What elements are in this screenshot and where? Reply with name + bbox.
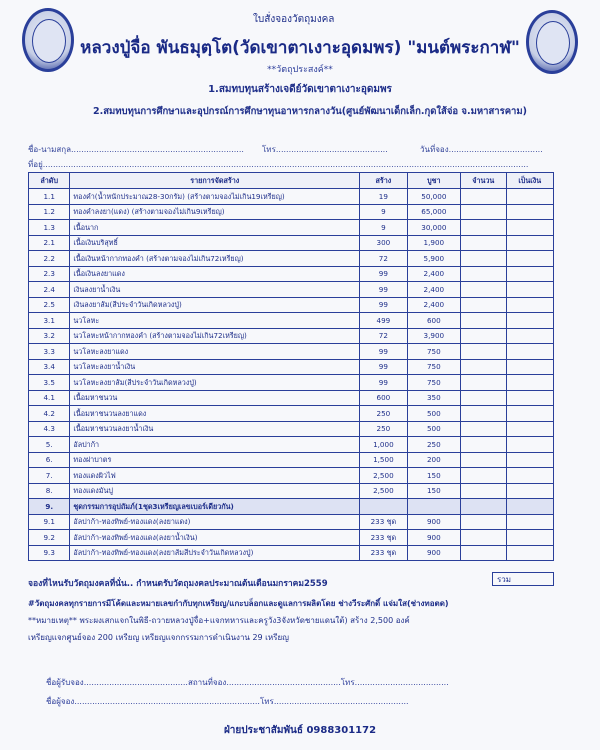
row-item: ทองฝาบาตร [70, 452, 360, 468]
row-amount[interactable] [461, 220, 506, 236]
row-no: 5. [29, 437, 70, 453]
row-total[interactable] [506, 390, 554, 406]
table-row [29, 406, 554, 422]
table-row [29, 328, 554, 344]
row-amount[interactable] [461, 266, 506, 282]
row-price: 600 [407, 313, 461, 329]
receiver-line[interactable]: ชื่อผู้รับจอง.........................................สถานที่จอง.............................................โทร..................................... [46, 678, 449, 687]
row-no: 9.1 [29, 514, 70, 530]
row-amount[interactable] [461, 344, 506, 360]
row-item: นวโลหะลงยาน้ำเงิน [70, 359, 360, 375]
row-no: 1.1 [29, 189, 70, 205]
row-item: นวโลหะหน้ากากทองคำ (สร้างตามจองไม่เกิน72เหรียญ) [70, 328, 360, 344]
row-item: เนื้อเงินบริสุทธิ์ [70, 235, 360, 251]
form-title: ใบสั่งจองวัตถุมงคล [253, 14, 335, 25]
row-item: นวโลหะ [70, 313, 360, 329]
row-price: 150 [407, 483, 461, 499]
row-price: 5,900 [407, 251, 461, 267]
col-header-amount: จำนวน [461, 173, 506, 189]
row-amount[interactable] [461, 390, 506, 406]
row-no: 9.3 [29, 545, 70, 561]
row-total[interactable] [506, 328, 554, 344]
row-total[interactable] [506, 220, 554, 236]
row-qty: 99 [360, 344, 407, 360]
row-total[interactable] [506, 499, 554, 515]
table-header-row [29, 173, 554, 189]
row-total[interactable] [506, 514, 554, 530]
row-qty [360, 499, 407, 515]
row-no: 4.2 [29, 406, 70, 422]
row-no: 7. [29, 468, 70, 484]
row-price: 1,900 [407, 235, 461, 251]
row-item: อัลปาก้า-ทองทิพย์-ทองแดง(ลงยาแดง) [70, 514, 360, 530]
row-price: 900 [407, 514, 461, 530]
row-qty: 99 [360, 282, 407, 298]
col-header-qty: สร้าง [360, 173, 407, 189]
row-price: 2,400 [407, 297, 461, 313]
remark-note: **หมายเหตุ** พระผงเสกแจกในพิธี-ถวายหลวงปู่จื่อ+แจกทหารและครูวัง3จังหวัดชายแดนใต้) สร้าง 2,500 องค์ [28, 616, 410, 625]
row-item: ทองแดงมันปู [70, 483, 360, 499]
row-item: เงินลงยาส้ม(สีประจำวันเกิดหลวงปู่) [70, 297, 360, 313]
row-price: 750 [407, 344, 461, 360]
address-field[interactable]: ที่อยู่............................................................................................................................................................................................... [28, 160, 529, 169]
table-row [29, 220, 554, 236]
row-qty: 72 [360, 328, 407, 344]
row-no: 2.3 [29, 266, 70, 282]
col-header-item: รายการจัดสร้าง [70, 173, 360, 189]
row-item: อัลปาก้า [70, 437, 360, 453]
row-price: 750 [407, 375, 461, 391]
row-qty: 9 [360, 220, 407, 236]
table-row [29, 390, 554, 406]
table-row [29, 514, 554, 530]
row-no: 2.1 [29, 235, 70, 251]
row-total[interactable] [506, 437, 554, 453]
sum-label: รวม [497, 575, 512, 584]
row-qty: 233 ชุด [360, 545, 407, 561]
row-amount[interactable] [461, 328, 506, 344]
row-price: 65,000 [407, 204, 461, 220]
pickup-note: จองที่ไหนรับวัตถุมงคลที่นั่น.. กำหนดรับวัตถุมงคลประมาณต้นเดือนมกราคม2559 [28, 579, 328, 589]
row-qty: 99 [360, 359, 407, 375]
row-no: 4.3 [29, 421, 70, 437]
row-amount[interactable] [461, 406, 506, 422]
row-amount[interactable] [461, 545, 506, 561]
table-row [29, 189, 554, 205]
row-price: 500 [407, 406, 461, 422]
table-row [29, 452, 554, 468]
row-total[interactable] [506, 468, 554, 484]
row-item: ชุดกรรมการอุปถัมภ์(1ชุด3เหรียญเลขเบอร์เดียวกัน) [70, 499, 360, 515]
row-amount[interactable] [461, 204, 506, 220]
row-price [407, 499, 461, 515]
objective-1: 1.สมทบทุนสร้างเจดีย์วัดเขาตาเงาะอุดมพร [208, 84, 392, 95]
contact-info: ฝ่ายประชาสัมพันธ์ 0988301172 [223, 725, 377, 736]
row-price: 200 [407, 452, 461, 468]
row-price: 2,400 [407, 282, 461, 298]
row-total[interactable] [506, 452, 554, 468]
row-no: 6. [29, 452, 70, 468]
tel-field[interactable]: โทร............................................ [262, 145, 388, 154]
table-row [29, 468, 554, 484]
row-total[interactable] [506, 189, 554, 205]
production-note: #วัตถุมงคลทุกรายการมีโค้ดและหมายเลขกำกับทุกเหรียญ/แกะบล็อกและดูแลการผลิตโดย ช่างวีระศักดิ์ แจ่มใส(ช่างทอตด) [28, 599, 449, 608]
row-item: เนื้อนาก [70, 220, 360, 236]
date-field[interactable]: วันที่จอง..................................... [420, 145, 543, 154]
table-row [29, 483, 554, 499]
row-qty: 1,000 [360, 437, 407, 453]
row-total[interactable] [506, 251, 554, 267]
row-total[interactable] [506, 421, 554, 437]
row-item: นวโลหะลงยาแดง [70, 344, 360, 360]
row-amount[interactable] [461, 375, 506, 391]
row-total[interactable] [506, 359, 554, 375]
row-amount[interactable] [461, 452, 506, 468]
row-no: 3.3 [29, 344, 70, 360]
row-item: ทองแดงผิวไฟ [70, 468, 360, 484]
order-table [28, 172, 554, 561]
row-amount[interactable] [461, 514, 506, 530]
row-price: 3,900 [407, 328, 461, 344]
row-price: 900 [407, 545, 461, 561]
row-no: 4.1 [29, 390, 70, 406]
row-amount[interactable] [461, 297, 506, 313]
row-item: เนื้อมหาชนวน [70, 390, 360, 406]
table-row [29, 235, 554, 251]
row-item: เนื้อเงินลงยาแดง [70, 266, 360, 282]
main-title: หลวงปู่จื่อ พันธมุตฺโต(วัดเขาตาเงาะอุดมพร) "มนต์พระกาฬ" [80, 38, 520, 58]
row-no: 3.2 [29, 328, 70, 344]
row-amount[interactable] [461, 251, 506, 267]
table-row [29, 297, 554, 313]
row-qty: 1,500 [360, 452, 407, 468]
row-qty: 99 [360, 375, 407, 391]
table-row [29, 344, 554, 360]
row-item: เงินลงยาน้ำเงิน [70, 282, 360, 298]
row-qty: 2,500 [360, 468, 407, 484]
row-amount[interactable] [461, 437, 506, 453]
row-no: 1.2 [29, 204, 70, 220]
col-header-price: บูชา [407, 173, 461, 189]
col-header-no: ลำดับ [29, 173, 70, 189]
row-qty: 19 [360, 189, 407, 205]
objective-2: 2.สมทบทุนการศึกษาและอุปกรณ์การศึกษาทุนอาหารกลางวัน(ศูนย์พัฒนาเด็กเล็ก.กุดใส้จ่อ จ.มหาสารคาม) [93, 106, 527, 117]
row-total[interactable] [506, 297, 554, 313]
table-row [29, 530, 554, 546]
row-amount[interactable] [461, 483, 506, 499]
row-price: 30,000 [407, 220, 461, 236]
row-price: 350 [407, 390, 461, 406]
sum-box[interactable] [492, 572, 554, 586]
purpose-label: **วัตถุประสงค์** [267, 65, 333, 75]
row-no: 3.4 [29, 359, 70, 375]
row-no: 8. [29, 483, 70, 499]
table-row [29, 313, 554, 329]
row-total[interactable] [506, 545, 554, 561]
row-qty: 233 ชุด [360, 514, 407, 530]
row-no: 3.1 [29, 313, 70, 329]
row-price: 150 [407, 468, 461, 484]
row-price: 750 [407, 359, 461, 375]
row-qty: 250 [360, 421, 407, 437]
row-item: นวโลหะลงยาส้ม(สีประจำวันเกิดหลวงปู่) [70, 375, 360, 391]
row-no: 3.5 [29, 375, 70, 391]
row-amount[interactable] [461, 359, 506, 375]
row-qty: 2,500 [360, 483, 407, 499]
row-total[interactable] [506, 375, 554, 391]
table-row [29, 499, 554, 515]
row-no: 1.3 [29, 220, 70, 236]
row-item: ทองคำ(น้ำหนักประมาณ28-30กรัม) (สร้างตามจองไม่เกิน19เหรียญ) [70, 189, 360, 205]
row-item: เนื้อมหาชนวนลงยาแดง [70, 406, 360, 422]
row-qty: 499 [360, 313, 407, 329]
table-row [29, 282, 554, 298]
table-row [29, 421, 554, 437]
row-item: อัลปาก้า-ทองทิพย์-ทองแดง(ลงยาน้ำเงิน) [70, 530, 360, 546]
row-qty: 99 [360, 297, 407, 313]
row-item: ทองคำลงยา(แดง) (สร้างตามจองไม่เกิน9เหรียญ) [70, 204, 360, 220]
table-row [29, 204, 554, 220]
row-total[interactable] [506, 344, 554, 360]
row-item: เนื้อมหาชนวนลงยาน้ำเงิน [70, 421, 360, 437]
row-price: 500 [407, 421, 461, 437]
row-total[interactable] [506, 483, 554, 499]
row-total[interactable] [506, 282, 554, 298]
row-qty: 250 [360, 406, 407, 422]
row-no: 9. [29, 499, 70, 515]
row-total[interactable] [506, 406, 554, 422]
row-price: 250 [407, 437, 461, 453]
row-qty: 300 [360, 235, 407, 251]
table-row [29, 437, 554, 453]
row-item: เนื้อเงินหน้ากากทองคำ (สร้างตามจองไม่เกิน72เหรียญ) [70, 251, 360, 267]
row-total[interactable] [506, 266, 554, 282]
row-qty: 99 [360, 266, 407, 282]
row-amount[interactable] [461, 499, 506, 515]
table-row [29, 251, 554, 267]
row-total[interactable] [506, 530, 554, 546]
col-header-total: เป็นเงิน [506, 173, 554, 189]
row-qty: 600 [360, 390, 407, 406]
table-row [29, 545, 554, 561]
row-amount[interactable] [461, 235, 506, 251]
row-price: 900 [407, 530, 461, 546]
row-amount[interactable] [461, 530, 506, 546]
row-total[interactable] [506, 235, 554, 251]
row-price: 2,400 [407, 266, 461, 282]
distribution-note: เหรียญแจกศูนย์จอง 200 เหรียญ เหรียญแจกกรรมการดำเนินงาน 29 เหรียญ [28, 633, 289, 642]
table-row [29, 266, 554, 282]
row-total[interactable] [506, 204, 554, 220]
booker-line[interactable]: ชื่อผู้จอง.........................................................................โทร..................................................... [46, 697, 409, 706]
row-amount[interactable] [461, 421, 506, 437]
row-item: อัลปาก้า-ทองทิพย์-ทองแดง(ลงยาส้มสีประจำวันเกิดหลวงปู่) [70, 545, 360, 561]
row-no: 2.2 [29, 251, 70, 267]
row-amount[interactable] [461, 313, 506, 329]
row-no: 2.4 [29, 282, 70, 298]
row-qty: 233 ชุด [360, 530, 407, 546]
table-row [29, 359, 554, 375]
row-amount[interactable] [461, 189, 506, 205]
table-row [29, 375, 554, 391]
row-no: 2.5 [29, 297, 70, 313]
row-amount[interactable] [461, 282, 506, 298]
name-field[interactable]: ชื่อ-นามสกุล.................................................................... [28, 145, 244, 154]
row-qty: 72 [360, 251, 407, 267]
row-total[interactable] [506, 313, 554, 329]
row-amount[interactable] [461, 468, 506, 484]
row-qty: 9 [360, 204, 407, 220]
row-price: 50,000 [407, 189, 461, 205]
row-no: 9.2 [29, 530, 70, 546]
